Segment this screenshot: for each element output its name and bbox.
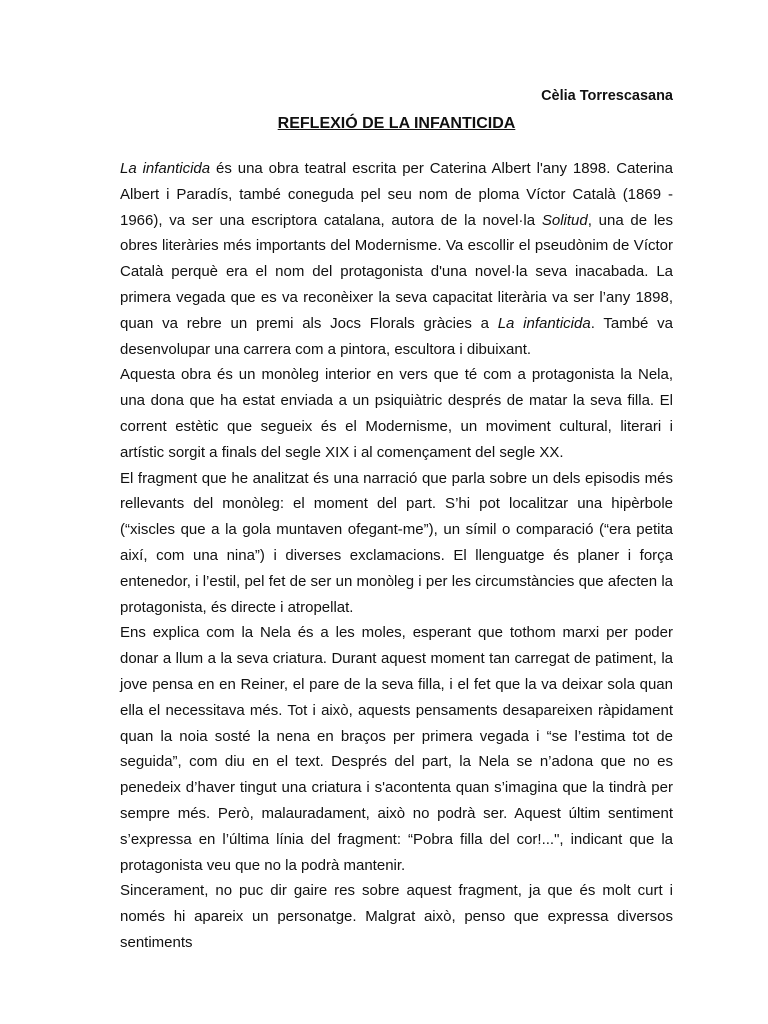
body-paragraph xyxy=(120,878,673,955)
body-paragraph xyxy=(120,362,673,465)
text-span: El fragment que he analitzat és una narració que parla sobre un dels episodis més rellevants del monòleg: el moment del part. S’hi pot localitzar una hipèrbole (“xiscles que a la gola muntaven ofegant-me”), un símil o comparació (“era petita així, com una nina”) i diverses exclamacions. El llenguatge és planer i força entenedor, i l’estil, pel fet de ser un monòleg i per les circumstàncies que afecten la protagonista, és directe i atropellat. xyxy=(120,469,673,616)
document-title: REFLEXIÓ DE LA INFANTICIDA xyxy=(277,115,516,132)
body-paragraph xyxy=(120,620,673,878)
text-span: . També va desenvolupar una carrera com a pintora, escultora i dibuixant. xyxy=(120,314,673,358)
italic-title-span: Solitud xyxy=(541,211,588,229)
italic-title-span: La infanticida xyxy=(120,160,211,177)
text-span: Ens explica com la Nela és a les moles, esperant que tothom marxi per poder donar a llum a la seva criatura. Durant aquest moment tan carregat de patiment, la jove pensa en en Reiner, el pare de la seva filla, i el fet que la va deixar sola quan ella el necessitava més. Tot i això, aquests pensaments desapareixen ràpidament quan la noia sosté la nena en braços per primera vegada i “se l’estima tot de seguida”, com diu en el text. Després del part, la Nela se n’adona que no es penedeix d’haver tingut una criatura i s'acontenta quan s’imagina que la tindrà per sempre més. Però, malauradament, això no podrà ser. Aquest últim sentiment s’expressa en l’última línia del fragment: “Pobra filla del cor!...", indicant que la protagonista veu que no la podrà mantenir. xyxy=(120,624,673,874)
body-paragraph xyxy=(120,156,673,362)
text-span: , una de les obres literàries més importants del Modernisme. Va escollir el pseudònim de Víctor Català perquè era el nom del protagonista d'una novel·la seva inacabada. La primera vegada que es va reconèixer la seva capacitat literària va ser l’any 1898, quan va rebre un premi als Jocs Florals gràcies a xyxy=(120,211,674,332)
body-paragraph xyxy=(120,466,673,621)
document-page xyxy=(120,84,673,956)
italic-title-span: La infanticida xyxy=(497,314,591,332)
author-name: Cèlia Torrescasana xyxy=(541,88,673,104)
text-span: és una obra teatral escrita per Caterina Albert l'any 1898. Caterina Albert i Paradís, també coneguda pel seu nom de ploma Víctor Català (1869 - 1966), va ser una escriptora catalana, autora de la novel·la xyxy=(120,160,673,229)
text-span: Aquesta obra és un monòleg interior en vers que té com a protagonista la Nela, una dona que ha estat enviada a un psiquiàtric després de matar la seva filla. El corrent estètic que segueix és el Modernisme, un moviment cultural, literari i artístic sorgit a finals del segle XIX i al començament del segle XX. xyxy=(120,366,673,461)
document-body xyxy=(120,156,673,956)
text-span: Sincerament, no puc dir gaire res sobre aquest fragment, ja que és molt curt i només hi apareix un personatge. Malgrat això, penso que expressa diversos sentiments xyxy=(120,882,673,951)
